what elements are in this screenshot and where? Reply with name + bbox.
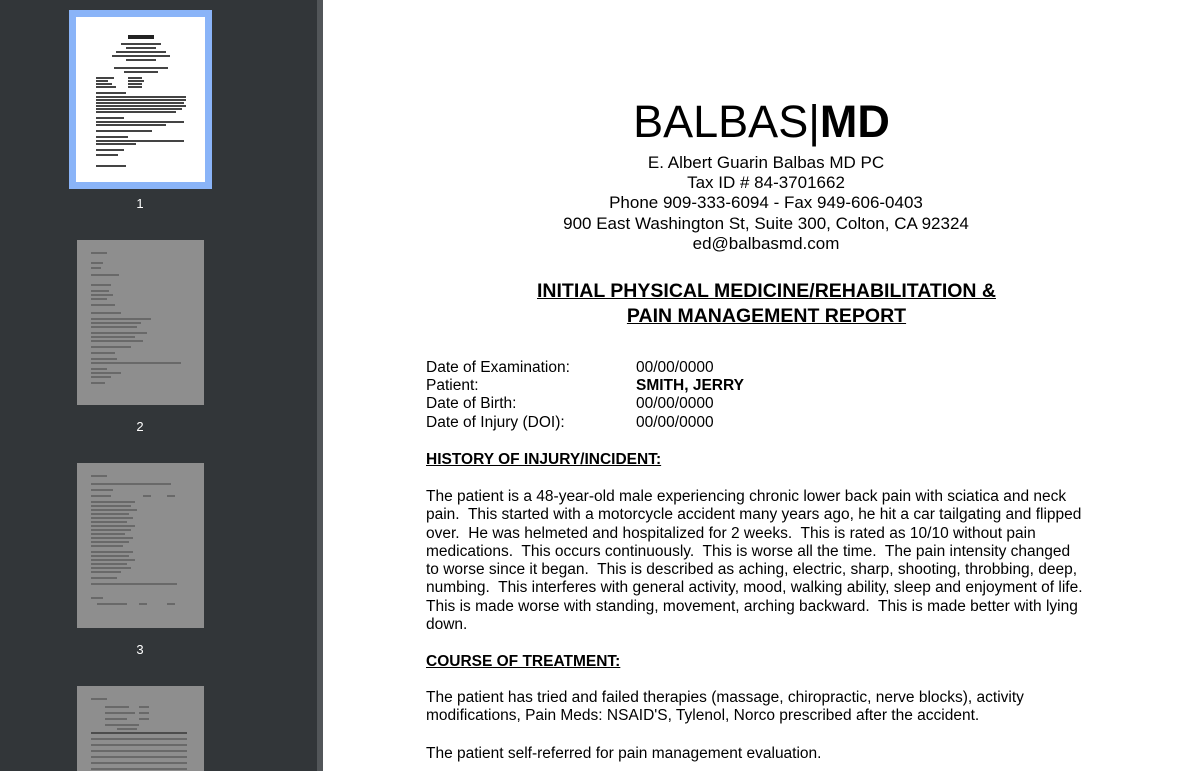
thumbnail-page-number: 3 bbox=[136, 642, 144, 657]
info-value: 00/00/0000 bbox=[636, 359, 714, 376]
tax-id: Tax ID # 84-3701662 bbox=[687, 173, 845, 193]
email: ed@balbasmd.com bbox=[692, 233, 840, 253]
info-label: Date of Injury (DOI): bbox=[426, 413, 565, 431]
practice-name: E. Albert Guarin Balbas MD PC bbox=[647, 153, 885, 172]
thumbnail-sidebar[interactable] bbox=[0, 0, 317, 771]
thumbnail-page-number: 2 bbox=[136, 419, 144, 434]
phone-fax: Phone 909-333-6094 - Fax 949-606-0403 bbox=[609, 193, 923, 213]
treatment-line: The patient has tried and failed therapies (massage, chiropractic, nerve blocks), activity bbox=[426, 689, 1024, 706]
info-label: Date of Examination: bbox=[426, 359, 570, 376]
info-value: 00/00/0000 bbox=[636, 395, 714, 413]
letterhead bbox=[323, 153, 1200, 254]
history-line: down. bbox=[426, 616, 468, 634]
info-label: Patient: bbox=[426, 377, 479, 395]
report-title-line-1: INITIAL PHYSICAL MEDICINE/REHABILITATION & bbox=[537, 280, 996, 302]
thumbnail-page-1[interactable] bbox=[69, 10, 212, 189]
thumbnail-page-number: 1 bbox=[136, 196, 144, 211]
history-line: over. He was helmeted and hospitalized for 2 weeks. This is rated as 10/10 without pain bbox=[426, 524, 1036, 542]
practice-logo bbox=[323, 98, 1200, 146]
report-title bbox=[323, 279, 1200, 329]
thumbnail-page-1-preview bbox=[76, 17, 205, 182]
referral-paragraph: The patient self-referred for pain management evaluation. bbox=[426, 745, 822, 762]
treatment-line: modifications, Pain Meds: NSAID'S, Tylenol, Norco prescribed after the accident. bbox=[426, 707, 980, 725]
info-row bbox=[426, 359, 744, 377]
logo-right: MD bbox=[819, 96, 890, 147]
patient-info bbox=[426, 359, 744, 432]
history-line: This is made worse with standing, movement, arching backward. This is made better with lying bbox=[426, 597, 1078, 615]
info-row bbox=[426, 395, 744, 413]
address: 900 East Washington St, Suite 300, Colton, CA 92324 bbox=[563, 213, 969, 233]
patient-name: SMITH, JERRY bbox=[636, 377, 744, 395]
info-label: Date of Birth: bbox=[426, 395, 517, 413]
thumbnail-page-2[interactable] bbox=[77, 240, 204, 405]
thumbnail-page-4[interactable] bbox=[77, 686, 204, 771]
history-line: to worse since it began. This is described as aching, electric, sharp, shooting, throbbing, deep, bbox=[426, 561, 1078, 579]
history-line: The patient is a 48-year-old male experiencing chronic lower back pain with sciatica and neck bbox=[426, 488, 1067, 505]
report-title-line-2: PAIN MANAGEMENT REPORT bbox=[626, 305, 907, 327]
logo-left: BALBAS| bbox=[633, 96, 820, 147]
thumbnail-page-3[interactable] bbox=[77, 463, 204, 628]
history-paragraph bbox=[426, 488, 1116, 634]
history-line: medications. This occurs continuously. This is worse all the time. The pain intensity changed bbox=[426, 542, 1071, 560]
info-row bbox=[426, 377, 744, 395]
info-row bbox=[426, 414, 744, 432]
treatment-paragraph bbox=[426, 689, 1116, 726]
document-page bbox=[323, 0, 1200, 771]
info-value: 00/00/0000 bbox=[636, 413, 714, 431]
history-heading: HISTORY OF INJURY/INCIDENT: bbox=[426, 451, 662, 468]
history-line: numbing. This interferes with general activity, mood, walking ability, sleep and enjoyment of life. bbox=[426, 579, 1083, 597]
treatment-heading: COURSE OF TREATMENT: bbox=[426, 653, 621, 670]
history-line: pain. This started with a motorcycle accident many years ago, he hit a car tailgating and flipped bbox=[426, 506, 1082, 524]
